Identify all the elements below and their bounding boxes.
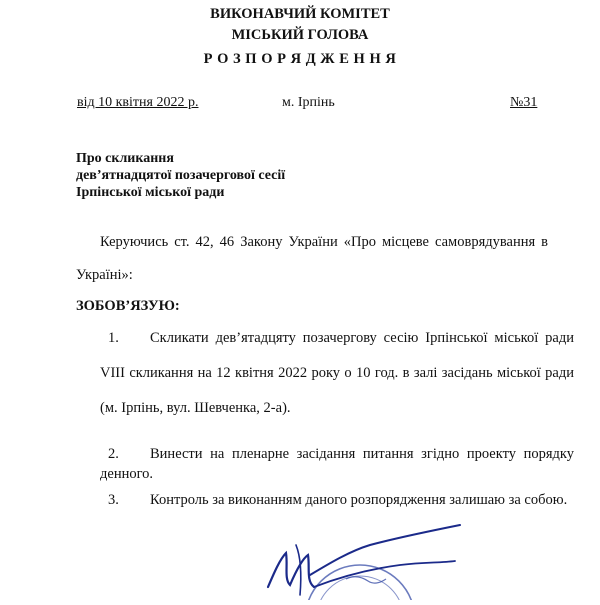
preamble-line-2: Україні»: bbox=[76, 267, 133, 283]
stamp-text-mark bbox=[346, 577, 386, 583]
document-number: №31 bbox=[510, 95, 538, 110]
stamp-outer-ring bbox=[305, 565, 415, 600]
stamp-inner-ring bbox=[316, 576, 404, 600]
item-2-line-1: Винести на пленарне засідання питання згідно проекту порядку bbox=[150, 446, 574, 462]
subject-line-2: дев’ятнадцятої позачергової сесії bbox=[76, 168, 286, 183]
document-place: м. Ірпінь bbox=[282, 95, 335, 110]
item-1-line-1: Скликати дев’ятадцяту позачергову сесію Ірпінської міської ради bbox=[150, 330, 574, 346]
subject-line-3: Ірпінської міської ради bbox=[76, 185, 225, 200]
item-3-line-1: Контроль за виконанням даного розпорядження залишаю за собою. bbox=[150, 492, 568, 508]
preamble-line-1: Керуючись ст. 42, 46 Закону України «Про місцеве самоврядування в bbox=[100, 234, 548, 250]
item-1-line-2: VIII скликання на 12 квітня 2022 року о 10 год. в залі засідань міської ради bbox=[100, 365, 574, 381]
oblige-heading: ЗОБОВ’ЯЗУЮ: bbox=[76, 298, 180, 314]
mayor-title: МІСЬКИЙ ГОЛОВА bbox=[231, 27, 369, 43]
document-date: від 10 квітня 2022 р. bbox=[77, 95, 199, 110]
item-2-line-2: денного. bbox=[100, 466, 154, 482]
signature-stamp bbox=[250, 515, 550, 600]
item-1-line-3: (м. Ірпінь, вул. Шевченка, 2-а). bbox=[100, 400, 291, 416]
subject-line-1: Про скликання bbox=[76, 151, 174, 166]
committee-title: ВИКОНАВЧИЙ КОМІТЕТ bbox=[210, 6, 390, 22]
handwritten-signature bbox=[250, 515, 550, 600]
item-number: 2. bbox=[108, 446, 119, 462]
signature-stroke bbox=[268, 553, 314, 587]
item-number: 1. bbox=[108, 330, 119, 346]
document-type: Р О З П О Р Я Д Ж Е Н Н Я bbox=[203, 51, 397, 67]
item-number: 3. bbox=[108, 492, 119, 508]
